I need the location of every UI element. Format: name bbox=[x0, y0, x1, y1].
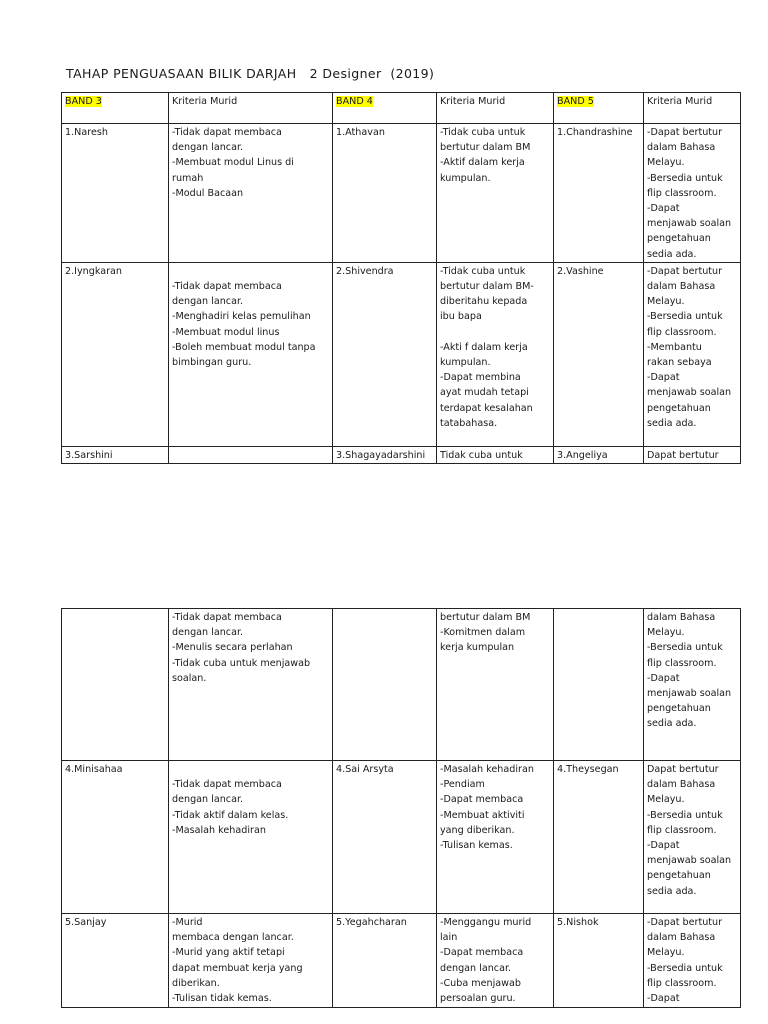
band-5-criteria-cell bbox=[644, 914, 741, 1008]
criteria-line bbox=[440, 325, 550, 340]
criteria-line: -Membantu bbox=[647, 341, 702, 353]
kriteria-label: Kriteria Murid bbox=[647, 96, 713, 107]
criteria-line: -Tidak dapat membaca bbox=[172, 612, 282, 623]
criteria-line: bertutur dalam BM bbox=[440, 142, 531, 154]
criteria-line: dalam Bahasa bbox=[647, 142, 716, 154]
criteria-line: -Membuat modul linus bbox=[172, 326, 280, 338]
criteria-line: bertutur dalam BM bbox=[440, 612, 531, 623]
criteria-line: -Dapat bertutur bbox=[647, 127, 723, 138]
criteria-line: ayat mudah tetapi bbox=[440, 387, 529, 399]
band-3-criteria-cell bbox=[169, 446, 333, 463]
criteria-line: terdapat kesalahan bbox=[440, 402, 533, 414]
band-4-student-name: 5.Yegahcharan bbox=[336, 917, 407, 928]
band-3-student-name: 1.Naresh bbox=[65, 127, 108, 138]
band-5-criteria-cell bbox=[644, 446, 741, 463]
band-3-criteria-cell bbox=[169, 124, 333, 263]
criteria-line: -Modul Bacaan bbox=[172, 187, 244, 199]
band-3-student-name: 4.Minisahaa bbox=[65, 764, 123, 775]
header-cell-kriteria bbox=[644, 93, 741, 124]
criteria-line: -Bersedia untuk bbox=[647, 172, 723, 184]
band-3-criteria-cell bbox=[169, 609, 333, 761]
band-4-student-name-cell bbox=[333, 761, 437, 914]
criteria-line: -Dapat bertutur bbox=[647, 265, 723, 277]
band-5-criteria-cell bbox=[644, 761, 741, 914]
band-4-criteria-cell bbox=[437, 914, 554, 1008]
kriteria-label: Kriteria Murid bbox=[440, 96, 506, 107]
band-5-student-name-cell bbox=[554, 761, 644, 914]
band-3-student-name-cell bbox=[62, 262, 169, 446]
criteria-line: -Dapat membaca bbox=[440, 794, 524, 806]
band-5-student-name: 1.Chandrashine bbox=[557, 127, 633, 138]
band-5-student-name: 5.Nishok bbox=[557, 917, 599, 928]
criteria-line: flip classroom. bbox=[647, 187, 717, 199]
criteria-line: -Menulis secara perlahan bbox=[172, 642, 293, 654]
student-row bbox=[62, 262, 741, 446]
criteria-line: persoalan guru. bbox=[440, 993, 516, 1005]
band-4-criteria-cell bbox=[437, 262, 554, 446]
criteria-line: -Tulisan kemas. bbox=[440, 840, 513, 852]
band-5-student-name-cell bbox=[554, 262, 644, 446]
criteria-line: sedia ada. bbox=[647, 718, 697, 730]
criteria-line: kumpulan. bbox=[440, 357, 491, 369]
criteria-line: pengetahuan bbox=[647, 233, 711, 245]
criteria-line: dengan lancar. bbox=[440, 962, 512, 974]
student-row bbox=[62, 446, 741, 463]
criteria-line: Melayu. bbox=[647, 947, 685, 959]
criteria-line: flip classroom. bbox=[647, 977, 717, 989]
header-row bbox=[62, 93, 741, 124]
criteria-line: dalam Bahasa bbox=[647, 932, 716, 944]
student-row bbox=[62, 914, 741, 1008]
criteria-line: -Dapat bbox=[647, 840, 680, 852]
criteria-line: Dapat bertutur bbox=[647, 764, 719, 775]
criteria-line: -Dapat bbox=[647, 672, 680, 684]
criteria-line: -Dapat bbox=[647, 993, 680, 1005]
band-3-student-name: 3.Sarshini bbox=[65, 449, 113, 461]
criteria-line: -Bersedia untuk bbox=[647, 311, 723, 323]
criteria-line: -Menghadiri kelas pemulihan bbox=[172, 311, 311, 323]
criteria-line: -Aktif dalam kerja bbox=[440, 157, 525, 169]
band-5-criteria-cell bbox=[644, 124, 741, 263]
band-4-criteria-cell bbox=[437, 609, 554, 761]
band-table-part-2 bbox=[61, 608, 741, 1008]
criteria-line: -Pendiam bbox=[440, 779, 485, 791]
criteria-line: yang diberikan. bbox=[440, 824, 515, 836]
criteria-line: -Membuat aktiviti bbox=[440, 809, 525, 821]
band-4-student-name-cell bbox=[333, 124, 437, 263]
criteria-line: -Masalah kehadiran bbox=[440, 764, 534, 775]
criteria-line: -Membuat modul Linus di bbox=[172, 157, 294, 169]
criteria-line: -Dapat bbox=[647, 372, 680, 384]
criteria-line: -Dapat bbox=[647, 203, 680, 215]
criteria-line: -Tulisan tidak kemas. bbox=[172, 993, 272, 1005]
band-5-student-name-cell bbox=[554, 124, 644, 263]
criteria-line: Melayu. bbox=[647, 794, 685, 806]
criteria-line: tatabahasa. bbox=[440, 417, 498, 429]
criteria-line: kumpulan. bbox=[440, 172, 491, 184]
band-4-student-name-cell bbox=[333, 914, 437, 1008]
criteria-line: lain bbox=[440, 932, 458, 944]
criteria-line: -Bersedia untuk bbox=[647, 642, 723, 654]
criteria-line: -Tidak cuba untuk menjawab bbox=[172, 657, 311, 669]
criteria-line: -Cuba menjawab bbox=[440, 977, 521, 989]
criteria-line: Melayu. bbox=[647, 157, 685, 169]
band-table-part-1 bbox=[61, 92, 741, 464]
criteria-line bbox=[172, 264, 329, 279]
criteria-line: diberikan. bbox=[172, 977, 220, 989]
criteria-line: -Komitmen dalam bbox=[440, 627, 526, 639]
band-3-student-name: 2.Iyngkaran bbox=[65, 265, 123, 277]
criteria-line: flip classroom. bbox=[647, 824, 717, 836]
criteria-line: -Menggangu murid bbox=[440, 917, 532, 928]
criteria-line: -Murid bbox=[172, 917, 203, 928]
band-4-student-name: 2.Shivendra bbox=[336, 265, 394, 277]
criteria-line: soalan. bbox=[172, 672, 207, 684]
band-4-criteria-cell bbox=[437, 124, 554, 263]
band-5-criteria-cell bbox=[644, 262, 741, 446]
criteria-line: -Tidak cuba untuk bbox=[440, 265, 526, 277]
criteria-line: rumah bbox=[172, 172, 204, 184]
header-cell-kriteria bbox=[169, 93, 333, 124]
criteria-line: membaca dengan lancar. bbox=[172, 932, 294, 944]
criteria-line: dalam Bahasa bbox=[647, 779, 716, 791]
band-3-highlight: BAND 3 bbox=[65, 96, 102, 107]
criteria-line: menjawab soalan bbox=[647, 218, 732, 230]
band-4-student-name-cell bbox=[333, 609, 437, 761]
criteria-line: dengan lancar. bbox=[172, 627, 244, 639]
criteria-line: -Akti f dalam kerja bbox=[440, 341, 528, 353]
criteria-line: Tidak cuba untuk bbox=[440, 449, 523, 461]
criteria-line: Melayu. bbox=[647, 627, 685, 639]
criteria-line: -Bersedia untuk bbox=[647, 962, 723, 974]
page-title: TAHAP PENGUASAAN BILIK DARJAH 2 Designer (2019) bbox=[66, 66, 435, 81]
band-4-student-name: 4.Sai Arsyta bbox=[336, 764, 394, 775]
criteria-line: diberitahu kepada bbox=[440, 296, 528, 308]
criteria-line: bimbingan guru. bbox=[172, 357, 252, 369]
header-cell-band-3 bbox=[62, 93, 169, 124]
criteria-line: dalam Bahasa bbox=[647, 612, 716, 623]
band-4-student-name-cell bbox=[333, 262, 437, 446]
criteria-line: Melayu. bbox=[647, 296, 685, 308]
criteria-line: sedia ada. bbox=[647, 417, 697, 429]
band-3-criteria-cell bbox=[169, 262, 333, 446]
band-3-student-name-cell bbox=[62, 761, 169, 914]
criteria-line: -Tidak aktif dalam kelas. bbox=[172, 809, 289, 821]
band-4-student-name: 1.Athavan bbox=[336, 127, 385, 138]
band-4-highlight: BAND 4 bbox=[336, 96, 373, 107]
criteria-line: -Tidak dapat membaca bbox=[172, 779, 282, 791]
band-5-highlight: BAND 5 bbox=[557, 96, 594, 107]
band-5-criteria-cell bbox=[644, 609, 741, 761]
criteria-line: -Dapat membaca bbox=[440, 947, 524, 959]
criteria-line: sedia ada. bbox=[647, 885, 697, 897]
criteria-line: ibu bapa bbox=[440, 311, 482, 323]
criteria-line: pengetahuan bbox=[647, 870, 711, 882]
band-4-criteria-cell bbox=[437, 761, 554, 914]
criteria-line: pengetahuan bbox=[647, 703, 711, 715]
band-4-student-name: 3.Shagayadarshini bbox=[336, 449, 426, 461]
header-cell-band-5 bbox=[554, 93, 644, 124]
criteria-line: -Murid yang aktif tetapi bbox=[172, 947, 285, 959]
criteria-line: -Tidak dapat membaca bbox=[172, 127, 282, 138]
band-5-student-name-cell bbox=[554, 609, 644, 761]
criteria-line: kerja kumpulan bbox=[440, 642, 515, 654]
criteria-line: sedia ada. bbox=[647, 248, 697, 260]
criteria-line: menjawab soalan bbox=[647, 387, 732, 399]
band-3-student-name: 5.Sanjay bbox=[65, 917, 107, 928]
criteria-line: menjawab soalan bbox=[647, 688, 732, 700]
criteria-line bbox=[172, 762, 329, 777]
band-5-student-name: 2.Vashine bbox=[557, 265, 604, 277]
band-4-student-name-cell bbox=[333, 446, 437, 463]
criteria-line: Dapat bertutur bbox=[647, 449, 719, 461]
criteria-line: bertutur dalam BM- bbox=[440, 281, 534, 293]
criteria-line: -Tidak dapat membaca bbox=[172, 281, 282, 293]
band-4-criteria-cell bbox=[437, 446, 554, 463]
band-3-student-name-cell bbox=[62, 914, 169, 1008]
band-5-student-name: 3.Angeliya bbox=[557, 449, 608, 461]
band-3-student-name-cell bbox=[62, 124, 169, 263]
student-row bbox=[62, 761, 741, 914]
header-cell-kriteria bbox=[437, 93, 554, 124]
criteria-line: -Tidak cuba untuk bbox=[440, 127, 526, 138]
student-row bbox=[62, 124, 741, 263]
band-5-student-name-cell bbox=[554, 446, 644, 463]
criteria-line: dengan lancar. bbox=[172, 296, 244, 308]
criteria-line: pengetahuan bbox=[647, 402, 711, 414]
criteria-line: flip classroom. bbox=[647, 326, 717, 338]
band-3-student-name-cell bbox=[62, 446, 169, 463]
criteria-line: flip classroom. bbox=[647, 657, 717, 669]
criteria-line: -Dapat bertutur bbox=[647, 917, 723, 928]
criteria-line: -Masalah kehadiran bbox=[172, 824, 266, 836]
criteria-line: menjawab soalan bbox=[647, 855, 732, 867]
criteria-line: dapat membuat kerja yang bbox=[172, 962, 303, 974]
criteria-line: -Dapat membina bbox=[440, 372, 521, 384]
criteria-line: dengan lancar. bbox=[172, 794, 244, 806]
band-3-student-name-cell bbox=[62, 609, 169, 761]
criteria-line: rakan sebaya bbox=[647, 357, 712, 369]
criteria-line: -Boleh membuat modul tanpa bbox=[172, 341, 316, 353]
kriteria-label: Kriteria Murid bbox=[172, 96, 238, 107]
student-row bbox=[62, 609, 741, 761]
header-cell-band-4 bbox=[333, 93, 437, 124]
band-3-criteria-cell bbox=[169, 914, 333, 1008]
criteria-line: -Bersedia untuk bbox=[647, 809, 723, 821]
criteria-line: dalam Bahasa bbox=[647, 281, 716, 293]
criteria-line: dengan lancar. bbox=[172, 142, 244, 154]
band-3-criteria-cell bbox=[169, 761, 333, 914]
band-5-student-name-cell bbox=[554, 914, 644, 1008]
band-5-student-name: 4.Theysegan bbox=[557, 764, 619, 775]
